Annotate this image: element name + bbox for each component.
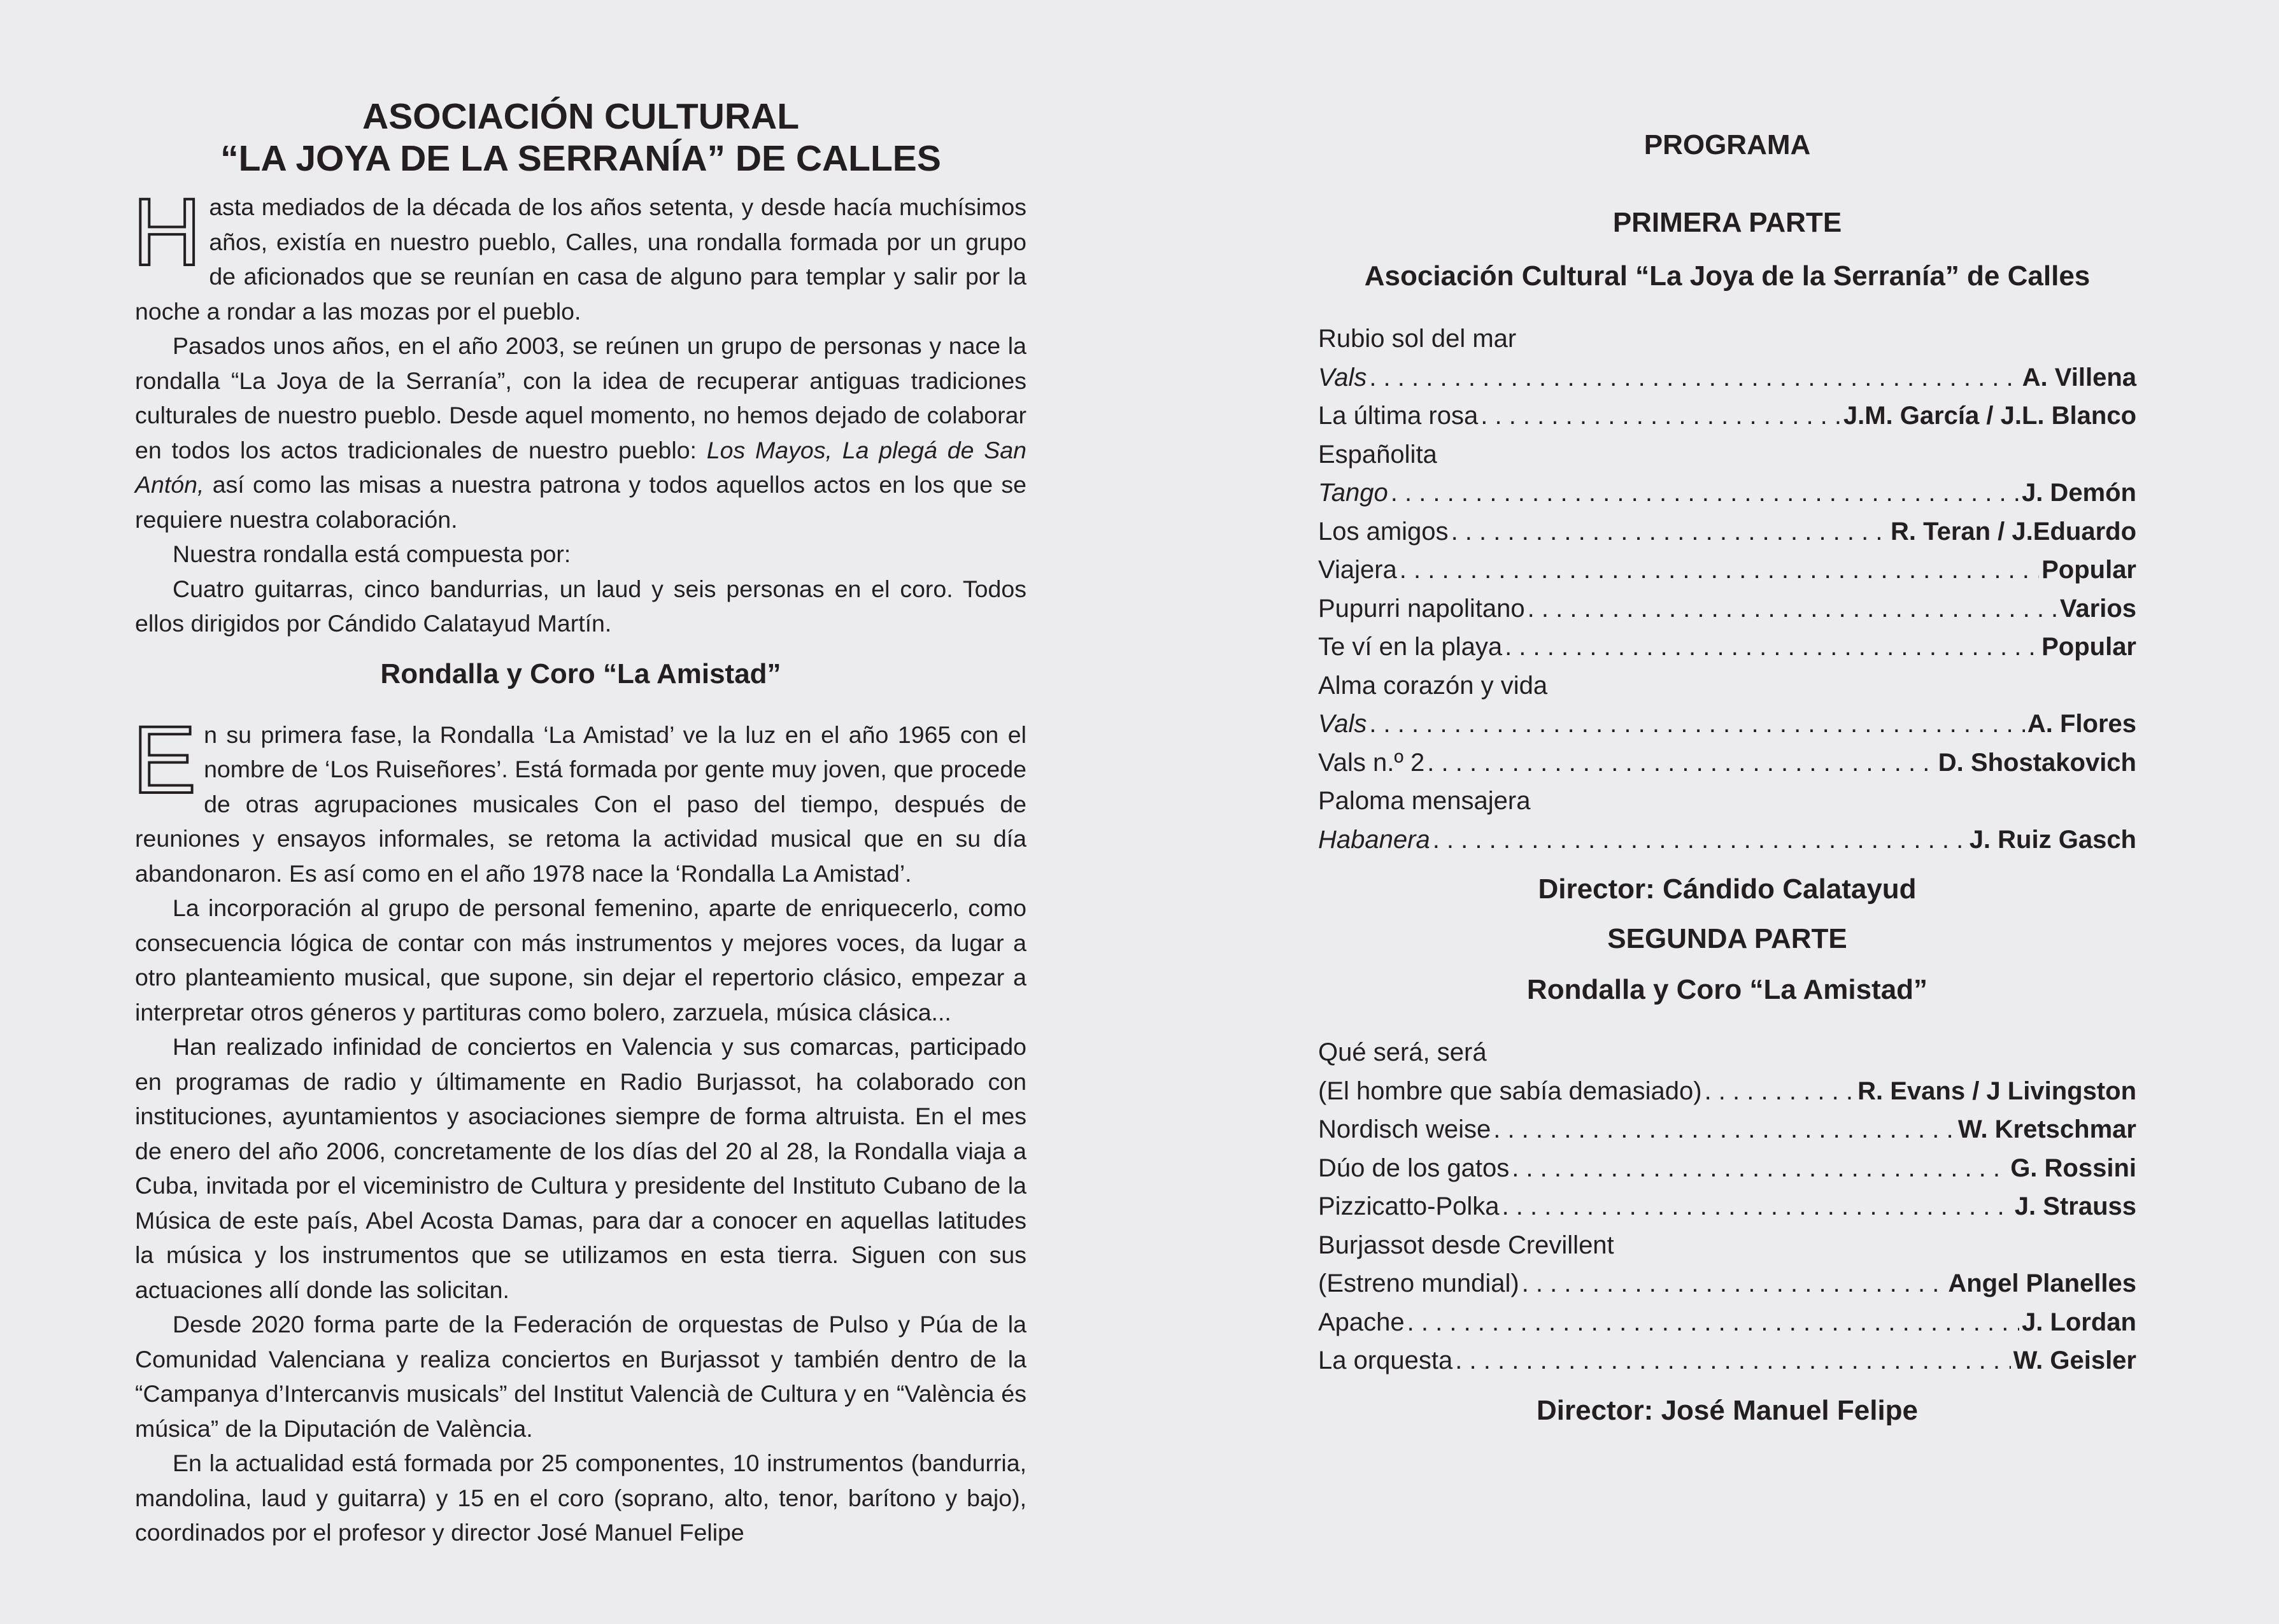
piece-author: A. Flores [2027,710,2136,738]
group-1-heading: Asociación Cultural “La Joya de la Serranía” de Calles [1364,260,2091,292]
piece-title: Tango [1318,479,1388,507]
rondalla-paragraph-1: En su primera fase, la Rondalla ‘La Amistad’ ve la luz en el año 1965 con el nombre de ‘Los Ruiseñores’. Está formada por gente muy joven, que procede de otras agrupaciones musicales Con el paso del tiempo, después de reuniones y ensayos informales, se retoma la actividad musical que en su día abandonaron. Es así como en el año 1978 nace la ‘Rondalla La Amistad’. [132,705,1026,887]
piece-title: Vals n.º 2 [1318,748,1425,777]
dot-leader [1407,1303,2019,1342]
program-item [1318,1149,2136,1188]
title-line-2: “LA JOYA DE LA SERRANÍA” DE CALLES [220,138,941,179]
program-item [1318,474,2136,512]
history-paragraph-3: Nuestra rondalla está compuesta por: [173,540,571,567]
title-line-1: ASOCIACIÓN CULTURAL [362,96,800,137]
dot-leader [1369,358,2019,397]
program-item [1318,667,2136,705]
rondalla-paragraph-3: Han realizado infinidad de conciertos en Valencia y sus comarcas, participado en programas de radio y últimamente en Radio Burjassot, ha colaborado con instituciones, ayuntamientos y asociaciones siempre de forma altruista. En el mes de enero del año 2006, concretamente de los días del 20 al 28, la Rondalla viaja a Cuba, invitada por el viceministro de Cultura y presidente del Instituto Cubano de la Música de este país, Abel Acosta Damas, para dar a conocer en aquellas latitudes la música y los instrumentos que se utilizamos en esta tierra. Siguen con sus actuaciones allí donde las solicitan. [135,1033,1026,1303]
piece-author: J. Lordan [2021,1308,2136,1336]
drop-cap-h: H [132,178,202,285]
dot-leader [1427,744,1936,782]
dot-leader [1451,512,1888,551]
program-item [1318,1033,2136,1072]
piece-author: R. Teran / J.Eduardo [1891,517,2136,546]
program-item [1318,628,2136,667]
program-item [1318,512,2136,551]
piece-title: Te ví en la playa [1318,633,1503,661]
piece-author: W. Kretschmar [1957,1115,2136,1143]
rondalla-paragraph-4: Desde 2020 forma parte de la Federación de orquestas de Pulso y Púa de la Comunidad Valenciana y realiza conciertos en Burjassot y también dentro de la “Campanya d’Intercanvis musicals” del Institut Valencià de Cultura y en “València és música” de la Diputación de València. [135,1311,1026,1442]
program-item [1318,1187,2136,1226]
dot-leader [1369,705,2025,744]
piece-title: Los amigos [1318,517,1449,546]
director-1: Director: Cándido Calatayud [1538,873,1917,905]
piece-author: J. Ruiz Gasch [1969,825,2136,854]
piece-title: Vals [1318,710,1367,738]
piece-title: Paloma mensajera [1318,787,1531,815]
dot-leader [1493,1110,1956,1149]
piece-title: Apache [1318,1308,1405,1336]
piece-title: Burjassot desde Crevillent [1318,1231,1614,1259]
piece-title: Dúo de los gatos [1318,1154,1510,1182]
programa-heading: PROGRAMA [1644,129,1811,160]
right-page [1318,0,2136,1624]
piece-author: R. Evans / J Livingston [1857,1077,2136,1105]
program-item [1318,397,2136,435]
association-title [135,95,1026,180]
piece-title: Rubio sol del mar [1318,325,1517,353]
dot-leader [1455,1341,2010,1380]
dot-leader [1705,1072,1856,1111]
program-item [1318,1072,2136,1111]
piece-title: La orquesta [1318,1346,1453,1374]
history-paragraph-1: Hasta mediados de la década de los años setenta, y desde hacía muchísimos años, existía en nuestro pueblo, Calles, una rondalla formada por un grupo de aficionados que se reunían en casa de alguno para templar y salir por la noche a rondar a las mozas por el pueblo. [132,178,1026,325]
piece-title: Españolita [1318,440,1437,469]
piece-author: A. Villena [2022,363,2136,392]
piece-title: Viajera [1318,556,1397,584]
piece-title: Nordisch weise [1318,1115,1491,1143]
dot-leader [1400,551,2039,590]
program-item [1318,1303,2136,1342]
program-item [1318,358,2136,397]
history-paragraph-4: Cuatro guitarras, cinco bandurrias, un laud y seis personas en el coro. Todos ellos dirigidos por Cándido Calatayud Martín. [135,575,1026,637]
dot-leader [1502,1187,2012,1226]
program-list-2 [1318,1033,2136,1380]
rondalla-paragraph-2: La incorporación al grupo de personal femenino, aparte de enriquecerlo, como consecuencia lógica de contar con más instrumentos y mejores voces, da lugar a otro planteamiento musical, que supone, sin dejar el repertorio clásico, empezar a interpretar otros géneros y partituras como bolero, zarzuela, música clásica... [135,894,1026,1026]
program-list-1 [1318,320,2136,859]
program-item [1318,320,2136,358]
piece-author: Popular [2041,633,2136,661]
piece-author: J. Demón [2021,479,2136,507]
piece-title: Pizzicatto-Polka [1318,1192,1500,1220]
program-item [1318,435,2136,474]
piece-author: J.M. García / J.L. Blanco [1843,402,2136,430]
piece-title: (Estreno mundial) [1318,1269,1519,1297]
piece-author: W. Geisler [2013,1346,2136,1374]
rondalla-heading: Rondalla y Coro “La Amistad” [380,658,781,689]
program-item [1318,782,2136,821]
program-item [1318,1341,2136,1380]
director-2: Director: José Manuel Felipe [1536,1394,1919,1426]
piece-title: Vals [1318,363,1367,392]
segunda-parte-heading: SEGUNDA PARTE [1607,923,1847,954]
program-item [1318,1264,2136,1303]
program-item [1318,821,2136,859]
piece-title: La última rosa [1318,402,1479,430]
dot-leader [1433,821,1967,859]
history-section [132,178,1027,641]
piece-title: Pupurri napolitano [1318,594,1525,623]
left-page [132,0,1027,1624]
dot-leader [1512,1149,2008,1188]
history-paragraph-2: Pasados unos años, en el año 2003, se reúnen un grupo de personas y nace la rondalla “La Joya de la Serranía”, con la idea de recuperar antiguas tradiciones culturales de nuestro pueblo. Desde aquel momento, no hemos dejado de colaborar en todos los actos tradicionales de nuestro pueblo: Los Mayos, La plegá de San Antón, así como las misas a nuestra patrona y todos aquellos actos en los que se requiere nuestra colaboración. [135,332,1027,533]
piece-author: Varios [2059,594,2136,623]
piece-title: (El hombre que sabía demasiado) [1318,1077,1702,1105]
dot-leader [1505,628,2039,667]
dot-leader [1528,590,2057,628]
piece-author: D. Shostakovich [1938,748,2136,777]
dot-leader [1522,1264,1946,1303]
piece-title: Qué será, será [1318,1038,1487,1066]
program-item [1318,590,2136,628]
piece-author: J. Strauss [2014,1192,2136,1220]
drop-cap-e: E [132,705,197,813]
program-item [1318,705,2136,744]
piece-title: Habanera [1318,825,1430,854]
piece-author: Angel Planelles [1948,1269,2136,1297]
program-item [1318,744,2136,782]
program-item [1318,551,2136,590]
piece-author: Popular [2041,556,2136,584]
rondalla-section [132,705,1026,1550]
program-item [1318,1226,2136,1265]
program-item [1318,1110,2136,1149]
dot-leader [1480,397,1841,435]
piece-title: Alma corazón y vida [1318,671,1548,700]
group-2-heading: Rondalla y Coro “La Amistad” [1526,974,1928,1005]
dot-leader [1391,474,2019,512]
primera-parte-heading: PRIMERA PARTE [1612,207,1842,238]
rondalla-paragraph-5: En la actualidad está formada por 25 componentes, 10 instrumentos (bandurria, mandolina, laud y guitarra) y 15 en el coro (soprano, alto, tenor, barítono y bajo), coordinados por el profesor y director José Manuel Felipe [135,1450,1026,1546]
piece-author: G. Rossini [2010,1154,2136,1182]
